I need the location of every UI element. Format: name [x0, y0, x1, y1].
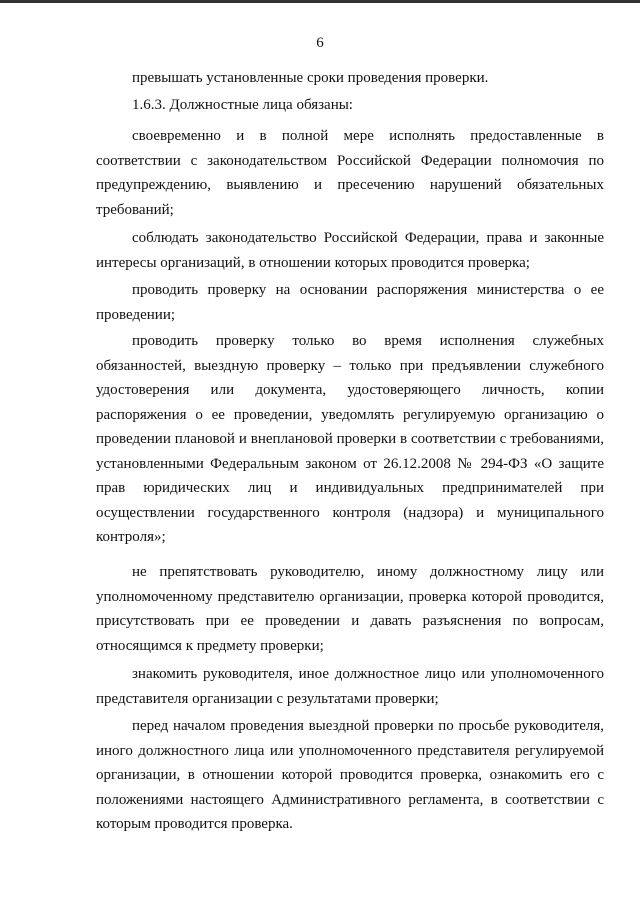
paragraph-continuation: [96, 66, 604, 91]
text-line: перед началом проведения выездной проверки по просьбе руководителя,: [132, 718, 604, 734]
text-line: не препятствовать руководителю, иному должностному лицу или: [132, 564, 604, 580]
text-line: иного должностного лица или уполномоченного представителя регулируемой: [96, 742, 604, 759]
top-border: [0, 0, 640, 3]
text-line: проводить проверку на основании распоряжения министерства о ее: [132, 282, 604, 298]
text-line: положениями настоящего Административного регламента, в соответствии с: [96, 791, 604, 808]
text-line: относящимся к предмету проверки;: [96, 637, 324, 654]
paragraph-duty-6: [96, 662, 604, 711]
text-line: распоряжения о ее проведении, уведомлять регулируемую организацию о: [96, 406, 604, 423]
text-line: установленными Федеральным законом от 26.12.2008 № 294-ФЗ «О защите: [96, 455, 604, 472]
paragraph-duty-1: [96, 124, 604, 222]
paragraph-duty-3: [96, 278, 604, 327]
text-line: обязанностей, выездную проверку – только при предъявлении служебного: [96, 357, 604, 374]
paragraph-duty-5: [96, 560, 604, 658]
text-line: представителя организации с результатами проверки;: [96, 690, 439, 707]
text-line: знакомить руководителя, иное должностное лицо или уполномоченного: [132, 666, 604, 682]
paragraph-duty-7: [96, 714, 604, 837]
text-line: 1.6.3. Должностные лица обязаны:: [132, 97, 353, 113]
text-line: уполномоченному представителю организации, проверка которой проводится,: [96, 588, 604, 605]
text-line: соответствии с законодательством Российской Федерации полномочия по: [96, 152, 604, 169]
paragraph-duty-2: [96, 226, 604, 275]
text-line: проведении плановой и внеплановой проверки в соответствии с требованиями,: [96, 431, 604, 447]
text-line: предупреждению, выявлению и пресечению нарушений обязательных: [96, 177, 604, 193]
text-line: организации, в отношении которой проводится проверка, ознакомить его с: [96, 767, 604, 783]
text-line: прав юридических лиц и индивидуальных предпринимателей при: [96, 480, 604, 496]
text-line: проведении;: [96, 306, 176, 323]
text-line: соблюдать законодательство Российской Федерации, права и законные: [132, 230, 604, 246]
text-line: контроля»;: [96, 529, 166, 545]
text-line: требований;: [96, 201, 174, 218]
text-line: осуществлении государственного контроля (надзора) и муниципального: [96, 504, 604, 521]
text-line: присутствовать при ее проведении и давать разъяснения по вопросам,: [96, 613, 604, 629]
text-line: превышать установленные сроки проведения проверки.: [132, 70, 489, 86]
text-line: интересы организаций, в отношении которых проводится проверка;: [96, 254, 530, 271]
text-line: удостоверения или документа, удостоверяющего личность, копии: [96, 382, 604, 398]
text-line: проводить проверку только во время исполнения служебных: [132, 333, 604, 349]
paragraph-duty-4: [96, 329, 604, 550]
section-heading-1-6-3: [96, 93, 604, 118]
text-line: своевременно и в полной мере исполнять предоставленные в: [132, 128, 604, 144]
page-number: 6: [316, 35, 324, 51]
text-line: которым проводится проверка.: [96, 816, 293, 832]
